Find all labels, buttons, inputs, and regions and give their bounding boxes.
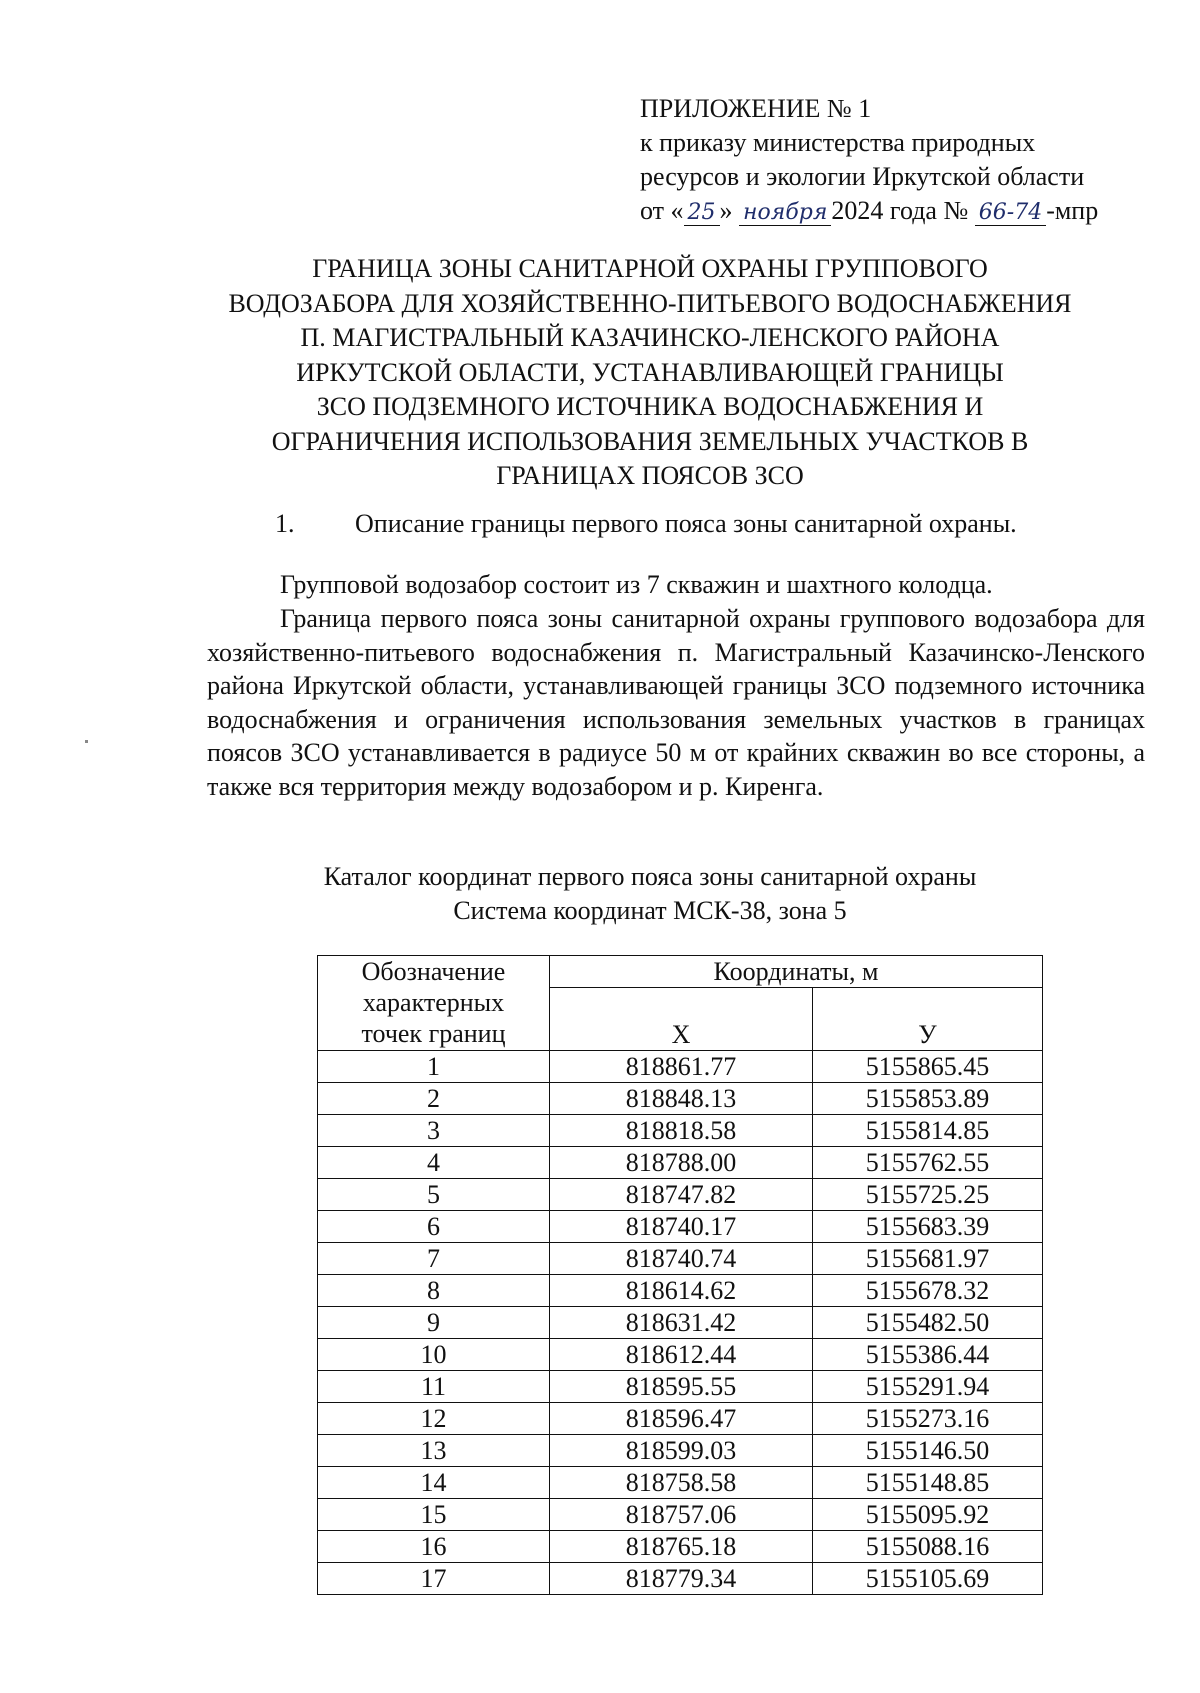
order-suffix: -мпр <box>1046 196 1099 225</box>
cell-point: 15 <box>318 1499 550 1531</box>
cell-x: 818861.77 <box>550 1051 813 1083</box>
cell-point: 14 <box>318 1467 550 1499</box>
cell-x: 818747.82 <box>550 1179 813 1211</box>
title-line: ЗСО ПОДЗЕМНОГО ИСТОЧНИКА ВОДОСНАБЖЕНИЯ И <box>316 392 984 421</box>
cell-y: 5155482.50 <box>813 1307 1043 1339</box>
year-text: 2024 года № <box>831 196 969 225</box>
cell-point: 8 <box>318 1275 550 1307</box>
title-line: ГРАНИЦАХ ПОЯСОВ ЗСО <box>496 461 804 490</box>
title-line: ОГРАНИЧЕНИЯ ИСПОЛЬЗОВАНИЯ ЗЕМЕЛЬНЫХ УЧАСТКОВ В <box>271 426 1029 456</box>
cell-point: 2 <box>318 1083 550 1115</box>
table-row <box>318 1531 1043 1563</box>
table-row <box>318 1147 1043 1179</box>
cell-x: 818612.44 <box>550 1339 813 1371</box>
cell-x: 818779.34 <box>550 1563 813 1595</box>
cell-y: 5155386.44 <box>813 1339 1043 1371</box>
cell-y: 5155678.32 <box>813 1275 1043 1307</box>
section-heading <box>275 507 1017 541</box>
table-row <box>318 1243 1043 1275</box>
cell-y: 5155683.39 <box>813 1211 1043 1243</box>
header-x: X <box>550 988 813 1051</box>
header-coordinates: Координаты, м <box>550 956 1043 988</box>
table-row <box>318 1403 1043 1435</box>
cell-x: 818595.55 <box>550 1371 813 1403</box>
table-row <box>318 1339 1043 1371</box>
cell-point: 16 <box>318 1531 550 1563</box>
title-line: ГРАНИЦА ЗОНЫ САНИТАРНОЙ ОХРАНЫ ГРУППОВОГО <box>312 254 988 283</box>
cell-x: 818818.58 <box>550 1115 813 1147</box>
cell-y: 5155814.85 <box>813 1115 1043 1147</box>
cell-point: 11 <box>318 1371 550 1403</box>
cell-point: 12 <box>318 1403 550 1435</box>
handwritten-month: ноября <box>739 201 831 226</box>
cell-y: 5155273.16 <box>813 1403 1043 1435</box>
paragraph-wells: Групповой водозабор состоит из 7 скважин и шахтного колодца. <box>280 570 993 599</box>
table-row <box>318 1179 1043 1211</box>
cell-point: 6 <box>318 1211 550 1243</box>
cell-y: 5155865.45 <box>813 1051 1043 1083</box>
cell-y: 5155088.16 <box>813 1531 1043 1563</box>
appendix-order-ref: к приказу министерства природных <box>640 128 1036 157</box>
table-row <box>318 1435 1043 1467</box>
cell-x: 818758.58 <box>550 1467 813 1499</box>
appendix-title: ПРИЛОЖЕНИЕ № 1 <box>640 94 872 123</box>
cell-y: 5155762.55 <box>813 1147 1043 1179</box>
cell-point: 17 <box>318 1563 550 1595</box>
table-row <box>318 1083 1043 1115</box>
coordinates-table <box>317 955 1043 1595</box>
table-row <box>318 1563 1043 1595</box>
document-title <box>150 252 1150 494</box>
cell-point: 9 <box>318 1307 550 1339</box>
caption-line: Каталог координат первого пояса зоны санитарной охраны <box>323 862 977 891</box>
title-line: ИРКУТСКОЙ ОБЛАСТИ, УСТАНАВЛИВАЮЩЕЙ ГРАНИЦЫ <box>296 357 1004 387</box>
appendix-date-line <box>640 194 1098 228</box>
section-number: 1. <box>275 509 295 538</box>
cell-y: 5155853.89 <box>813 1083 1043 1115</box>
date-prefix: от « <box>640 196 684 225</box>
header-label-line: Обозначение <box>361 957 506 986</box>
cell-x: 818788.00 <box>550 1147 813 1179</box>
cell-y: 5155725.25 <box>813 1179 1043 1211</box>
cell-point: 7 <box>318 1243 550 1275</box>
cell-x: 818599.03 <box>550 1435 813 1467</box>
cell-x: 818740.74 <box>550 1243 813 1275</box>
title-line: П. МАГИСТРАЛЬНЫЙ КАЗАЧИНСКО-ЛЕНСКОГО РАЙОНА <box>300 323 1000 352</box>
handwritten-number: 66-74 <box>975 201 1046 226</box>
cell-y: 5155681.97 <box>813 1243 1043 1275</box>
section-text: Описание границы первого пояса зоны санитарной охраны. <box>355 509 1017 538</box>
cell-point: 3 <box>318 1115 550 1147</box>
title-line: ВОДОЗАБОРА ДЛЯ ХОЗЯЙСТВЕННО-ПИТЬЕВОГО ВОДОСНАБЖЕНИЯ <box>228 288 1072 318</box>
cell-x: 818596.47 <box>550 1403 813 1435</box>
table-header-row <box>318 956 1043 988</box>
cell-x: 818740.17 <box>550 1211 813 1243</box>
header-point-label <box>318 956 550 1051</box>
cell-x: 818614.62 <box>550 1275 813 1307</box>
cell-point: 5 <box>318 1179 550 1211</box>
table-row <box>318 1211 1043 1243</box>
scan-speck <box>85 740 88 743</box>
table-row <box>318 1467 1043 1499</box>
cell-point: 1 <box>318 1051 550 1083</box>
table-row <box>318 1499 1043 1531</box>
appendix-ministry: ресурсов и экологии Иркутской области <box>640 162 1085 191</box>
handwritten-day: 25 <box>684 201 720 226</box>
table-caption <box>150 860 1150 928</box>
cell-point: 13 <box>318 1435 550 1467</box>
cell-y: 5155291.94 <box>813 1371 1043 1403</box>
cell-x: 818757.06 <box>550 1499 813 1531</box>
caption-line: Система координат МСК-38, зона 5 <box>453 896 847 925</box>
appendix-header <box>640 92 1098 228</box>
cell-x: 818631.42 <box>550 1307 813 1339</box>
cell-y: 5155105.69 <box>813 1563 1043 1595</box>
header-label-line: точек границ <box>361 1019 506 1048</box>
table-row <box>318 1051 1043 1083</box>
cell-point: 10 <box>318 1339 550 1371</box>
cell-point: 4 <box>318 1147 550 1179</box>
cell-y: 5155148.85 <box>813 1467 1043 1499</box>
table-row <box>318 1307 1043 1339</box>
cell-x: 818765.18 <box>550 1531 813 1563</box>
header-label-line: характерных <box>362 988 505 1017</box>
cell-x: 818848.13 <box>550 1083 813 1115</box>
table-row <box>318 1371 1043 1403</box>
cell-y: 5155095.92 <box>813 1499 1043 1531</box>
table-row <box>318 1275 1043 1307</box>
date-mid: » <box>719 196 733 225</box>
table-row <box>318 1115 1043 1147</box>
paragraph-boundary: Граница первого пояса зоны санитарной охраны группового водозабора для хозяйственно-питьевого водоснабжения п. Магистральный Казачинско-Ленского района Иркутской области, устанавливающей границы ЗСО подземного источника водоснабжения и ограничения использования земельных участков в границах поясов ЗСО устанавливается в радиусе 50 м от крайних скважин во все стороны, а также вся территория между водозабором и р. Киренга. <box>207 604 1145 801</box>
header-y: У <box>813 988 1043 1051</box>
cell-y: 5155146.50 <box>813 1435 1043 1467</box>
